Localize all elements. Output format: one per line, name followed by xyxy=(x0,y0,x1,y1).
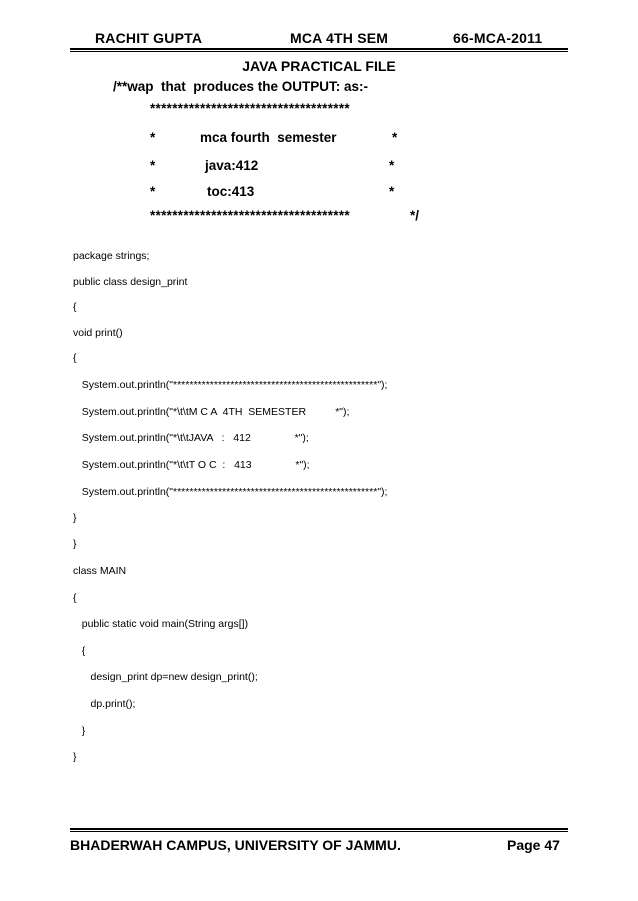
code-line: System.out.println("*\t\tM C A 4TH SEMESTER *"); xyxy=(73,406,350,418)
code-line: System.out.println("**************************************************"); xyxy=(73,379,388,391)
output-row2-star: * xyxy=(150,158,156,173)
footer-page-number: Page 47 xyxy=(507,837,560,853)
code-line: package strings; xyxy=(73,250,150,262)
code-line: class MAIN xyxy=(73,565,127,577)
header-divider xyxy=(70,48,568,50)
output-comment-close: */ xyxy=(410,208,420,223)
footer-divider xyxy=(70,828,568,830)
code-line: System.out.println("*\t\tJAVA : 412 *"); xyxy=(73,432,309,444)
output-stars-bottom: ************************************ xyxy=(150,208,350,223)
output-row3-star: * xyxy=(150,184,156,199)
output-row1-star: * xyxy=(150,130,156,145)
code-line: System.out.println("**************************************************"); xyxy=(73,486,388,498)
output-stars-top: ************************************ xyxy=(150,101,350,116)
code-line: dp.print(); xyxy=(73,698,136,710)
header-semester: MCA 4TH SEM xyxy=(290,30,389,46)
code-line: } xyxy=(73,538,77,550)
code-line: { xyxy=(73,301,77,313)
code-line: { xyxy=(73,592,77,604)
output-row3-end: * xyxy=(389,184,395,199)
header-divider-thin xyxy=(70,51,568,52)
header-author: RACHIT GUPTA xyxy=(95,30,203,46)
output-row3-text: toc:413 xyxy=(207,184,255,199)
code-line: public class design_print xyxy=(73,276,188,288)
header-roll-number: 66-MCA-2011 xyxy=(453,30,543,46)
code-line: { xyxy=(73,352,77,364)
code-line: } xyxy=(73,512,77,524)
output-row2-end: * xyxy=(389,158,395,173)
footer-divider-thin xyxy=(70,831,568,832)
output-row1-end: * xyxy=(392,130,398,145)
output-intro: /**wap that produces the OUTPUT: as:- xyxy=(113,79,369,94)
code-line: design_print dp=new design_print(); xyxy=(73,671,258,683)
code-line: System.out.println("*\t\tT O C : 413 *"); xyxy=(73,459,310,471)
output-row1-text: mca fourth semester xyxy=(200,130,337,145)
code-line: public static void main(String args[]) xyxy=(73,618,249,630)
output-row2-text: java:412 xyxy=(205,158,259,173)
code-line: } xyxy=(73,725,86,737)
code-line: } xyxy=(73,751,77,763)
page-title: JAVA PRACTICAL FILE xyxy=(242,58,396,74)
code-line: void print() xyxy=(73,327,123,339)
code-line: { xyxy=(73,645,86,657)
footer-institution: BHADERWAH CAMPUS, UNIVERSITY OF JAMMU. xyxy=(70,837,401,853)
